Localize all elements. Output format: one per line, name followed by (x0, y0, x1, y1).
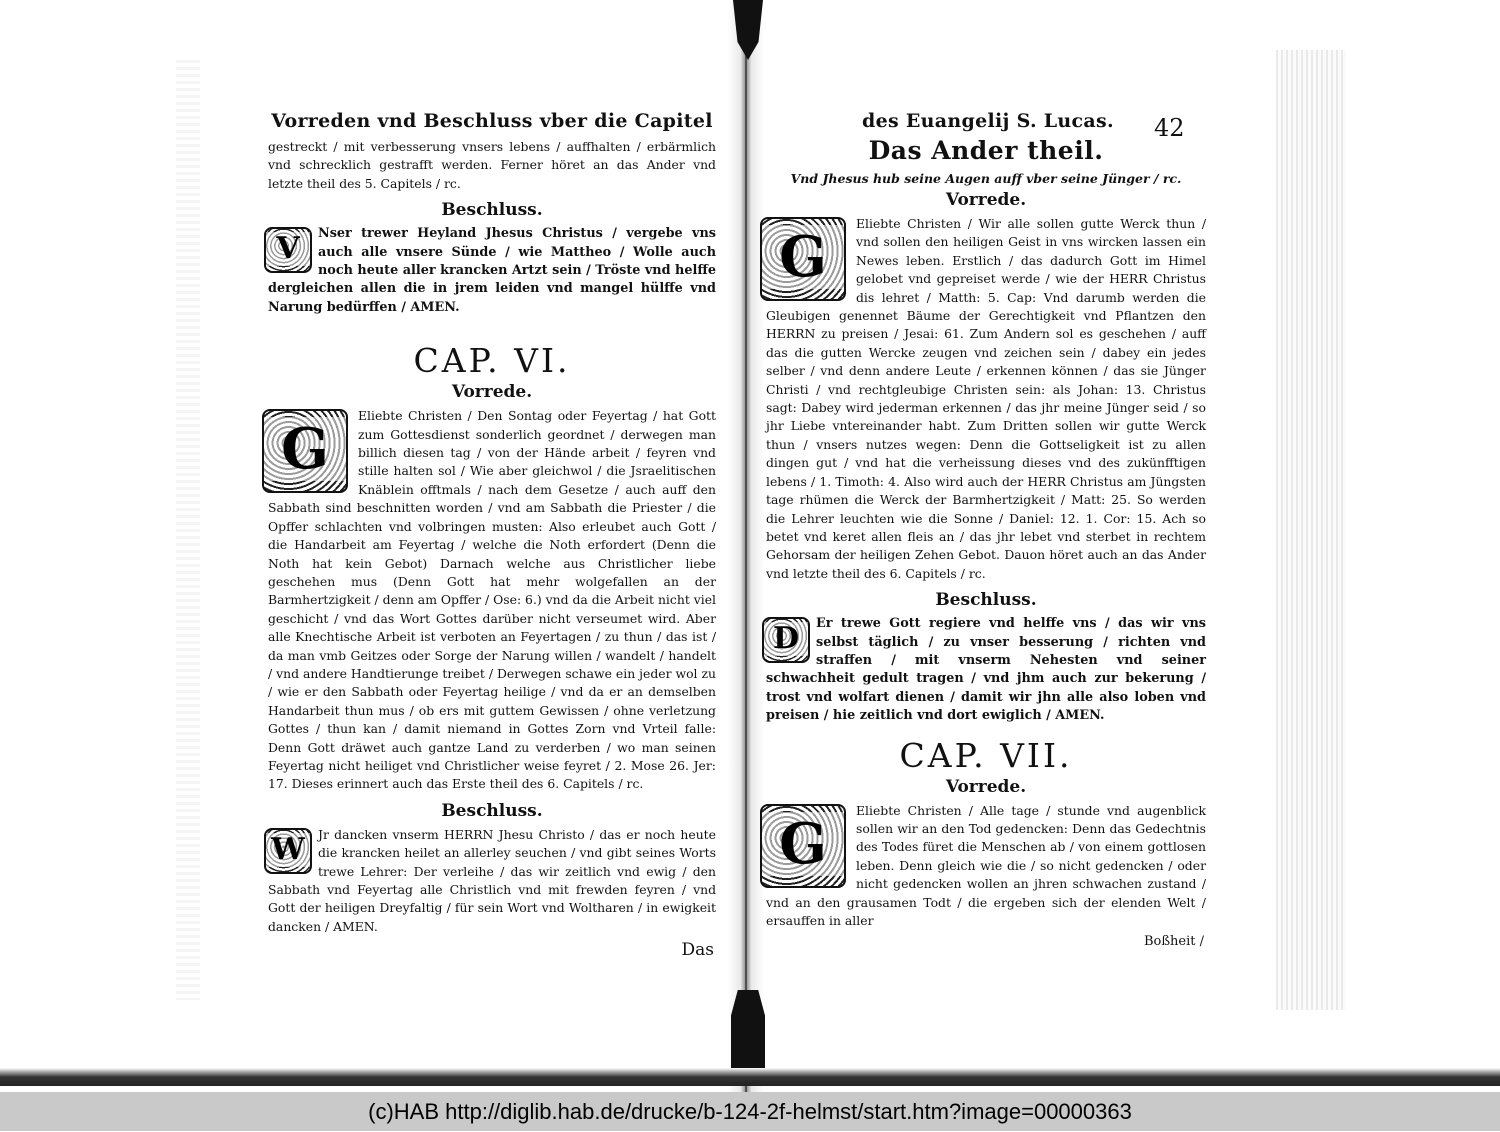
right-page-edge (1276, 50, 1346, 1010)
decorated-initial: G (760, 217, 846, 301)
left-page (268, 110, 716, 960)
right-vorrede-text: Eliebte Christen / Wir alle sollen gutte Werck thun / vnd sollen den heiligen Geist in vns wircken lassen ein Newes leben. Erstlich / das dadurch Gott im Himel gelobet vnd gepreiset werde / wie der HERR Christus dis lehret / Matth: 5. Cap: Vnd darumb werden die Gleubigen genennet Bäume der Gerechtigkeit vnd Pflantzen den HERRN zu preisen / Jesai: 61. Zum Andern sol es geschehen / auff das die gutten Wercke zeugen vnd zeichen sein / dabey ein jedes selber / vnd denn andere Leute / erkennen können / das sie Jünger Christi / vnd rechtgleubige Christen sein: als Johan: 13. Christus sagt: Dabey wird jederman erkennen / das jhr meine Jünger seid / so jhr Liebe vntereinander habt. Zum Dritten sollen wir gutte Werck thun / vnsers nutzes wegen: Denn die Gottseligkeit ist zu allen dingen gut / vnd hat die verheissung dieses vnd des zukünfftigen lebens / 1. Timoth: 4. Also wird auch der HERR Christus am Jüngsten tage rhümen die Werck der Barmhertzigkeit / Matt: 25. So werden die Lehrer leuchten wie die Sonne / Daniel: 12. 1. Cor: 15. Ach so betet vnd keret allen fleis an / das jhr lebet vnd sterbet in rechtem Gehorsam der heiligen Zehen Gebot. Dauon höret auch an das Ander vnd letzte theil des 6. Capitels / rc. (766, 216, 1206, 581)
decorated-initial: G (760, 804, 846, 888)
left-vorrede-section (268, 407, 716, 794)
right-running-head: des Euangelij S. Lucas. (862, 110, 1114, 132)
left-beschluss-text: Nser trewer Heyland Jhesus Christus / vergebe vns auch alle vnsere Sünde / wie Mattheo / Wolle auch noch heute aller krancken Artzt sein / Tröste vnd helffe dergleichen allen die in jrem leiden vnd mangel hülffe vnd Narung bedürffen / AMEN. (268, 226, 716, 315)
left-page-edge (176, 60, 200, 1000)
right-vorrede-section (766, 215, 1206, 583)
left-beschluss-section (268, 225, 716, 317)
right-catchword: Boßheit / (1143, 934, 1204, 950)
decorated-initial: D (762, 617, 810, 663)
chapter-title-vi: CAP. VI. (413, 341, 571, 381)
decorated-initial: W (264, 828, 312, 874)
decorated-initial: G (262, 409, 348, 493)
page-number: 42 (1154, 114, 1185, 142)
right-vorrede-heading: Vorrede. (945, 190, 1027, 210)
right-page (766, 110, 1206, 949)
right-beschluss-heading: Beschluss. (935, 590, 1037, 611)
verse-line: Vnd Jhesus hub seine Augen auff vber seine Jünger / rc. (790, 171, 1182, 186)
left-opening-lines: gestreckt / mit verbesserung vnsers lebens / auffhalten / erbärmlich vnd schrecklich gestrafft werden. Ferner höret an das Ander vnd letzte theil des 5. Capitels / rc. (268, 139, 716, 191)
left-beschluss2-text: Jr dancken vnserm HERRN Jhesu Christo / das er noch heute die krancken heilet an allerley seuchen / vnd gibt seines Worts trewe Lehrer: Der verleihe / das wir zeitlich vnd ewig / den Sabbath vnd Feyertag alle Christlich vnd mit frewden feyren / vnd Gott der heiligen Dreyfaltig / für sein Wort vnd Woltharen / in ewigkeit dancken / AMEN. (268, 826, 716, 934)
left-beschluss2-section (268, 826, 716, 936)
scan-bottom-edge (0, 1068, 1500, 1086)
part-title: Das Ander theil. (868, 136, 1104, 165)
spine-bottom-mark (731, 990, 765, 1075)
left-vorrede-text: Eliebte Christen / Den Sontag oder Feyertag / hat Gott zum Gottesdienst sonderlich geordnet / derwegen man billich diesen tag / von der Hände arbeit / feyren vnd stille halten sol / Wie aber gleichwol / die Jsraelitischen Knäblein offtmals / nach dem Gesetze / auch auff den Sabbath sind beschnitten worden / vnd am Sabbath die Priester / die Opffer schlachten vnd volbringen musten: Also erleubet auch Gott / die Handarbeit am Feyertag / welche die Noth erfordert (Denn die Noth hat kein Gebot) Darnach welche aus Christlicher liebe geschehen mus (Denn Gott hat mehr wolgefallen an der Barmhertzigkeit / denn am Opffer / Ose: 6.) vnd da die Arbeit nicht viel geschicht / vnd das Wort Gottes darüber nicht verseumet wird. Aber alle Knechtische Arbeit ist verboten an Feyertagen / zu thun / das ist / da man vmb Geitzes oder Sorge der Narung willen / wandelt / handelt / vnd andere Handtierunge treibet / Derwegen schawe ein jeder wol zu / wie er den Sabbath oder Feyertag heilige / vnd da er an demselben Handarbeit thun mus / ob ers mit guttem Gewissen / ohne verletzung Gottes / thun kan / damit niemand in Gottes Zorn vnd Vrteil falle: Denn Gott dräwet auch gantze Land zu verderben / wo man seinen Feyertag nicht heiliget vnd Christlicher weise feyret / 2. Mose 26. Jer: 17. Dieses erinnert auch das Erste theil des 6. Capitels / rc. (268, 408, 716, 792)
source-credit-text: (c)HAB http://diglib.hab.de/drucke/b-124-2f-helmst/start.htm?image=00000363 (368, 1099, 1132, 1124)
right-beschluss-section (766, 615, 1206, 725)
book-gutter (728, 0, 764, 1092)
chapter-title-vii: CAP. VII. (899, 735, 1073, 775)
left-running-head: Vorreden vnd Beschluss vber die Capitel (271, 110, 713, 132)
left-beschluss-heading: Beschluss. (441, 200, 543, 221)
right-beschluss-text: Er trewe Gott regiere vnd helffe vns / das wir vns selbst täglich / zu vnser besserung / richten vnd straffen / mit vnserm Nehesten vnd seiner schwachheit gedult tragen / vnd jhm auch zur bekerung / trost vnd wolfart dienen / damit wir jhn alle also loben vnd preisen / hie zeitlich vnd dort ewiglich / AMEN. (766, 616, 1206, 724)
source-credit-bar (0, 1092, 1500, 1131)
right-vorrede2-heading: Vorrede. (945, 776, 1027, 797)
left-catchword: Das (681, 940, 714, 961)
left-vorrede-heading: Vorrede. (451, 382, 533, 403)
right-vorrede2-text: Eliebte Christen / Alle tage / stunde vnd augenblick sollen wir an den Tod gedencken: Denn das Gedechtnis des Todes füret die Menschen ab / von einem gottlosen leben. Denn gleich wie die / so nicht gedencken / oder nicht gedencken wollen an jhren schwachen zustand / vnd an den grausamen Todt / die ergeben sich der elenden Welt / ersauffen in aller (766, 802, 1206, 928)
right-vorrede2-section (766, 802, 1206, 931)
decorated-initial: V (264, 227, 312, 273)
left-beschluss2-heading: Beschluss. (441, 800, 543, 821)
